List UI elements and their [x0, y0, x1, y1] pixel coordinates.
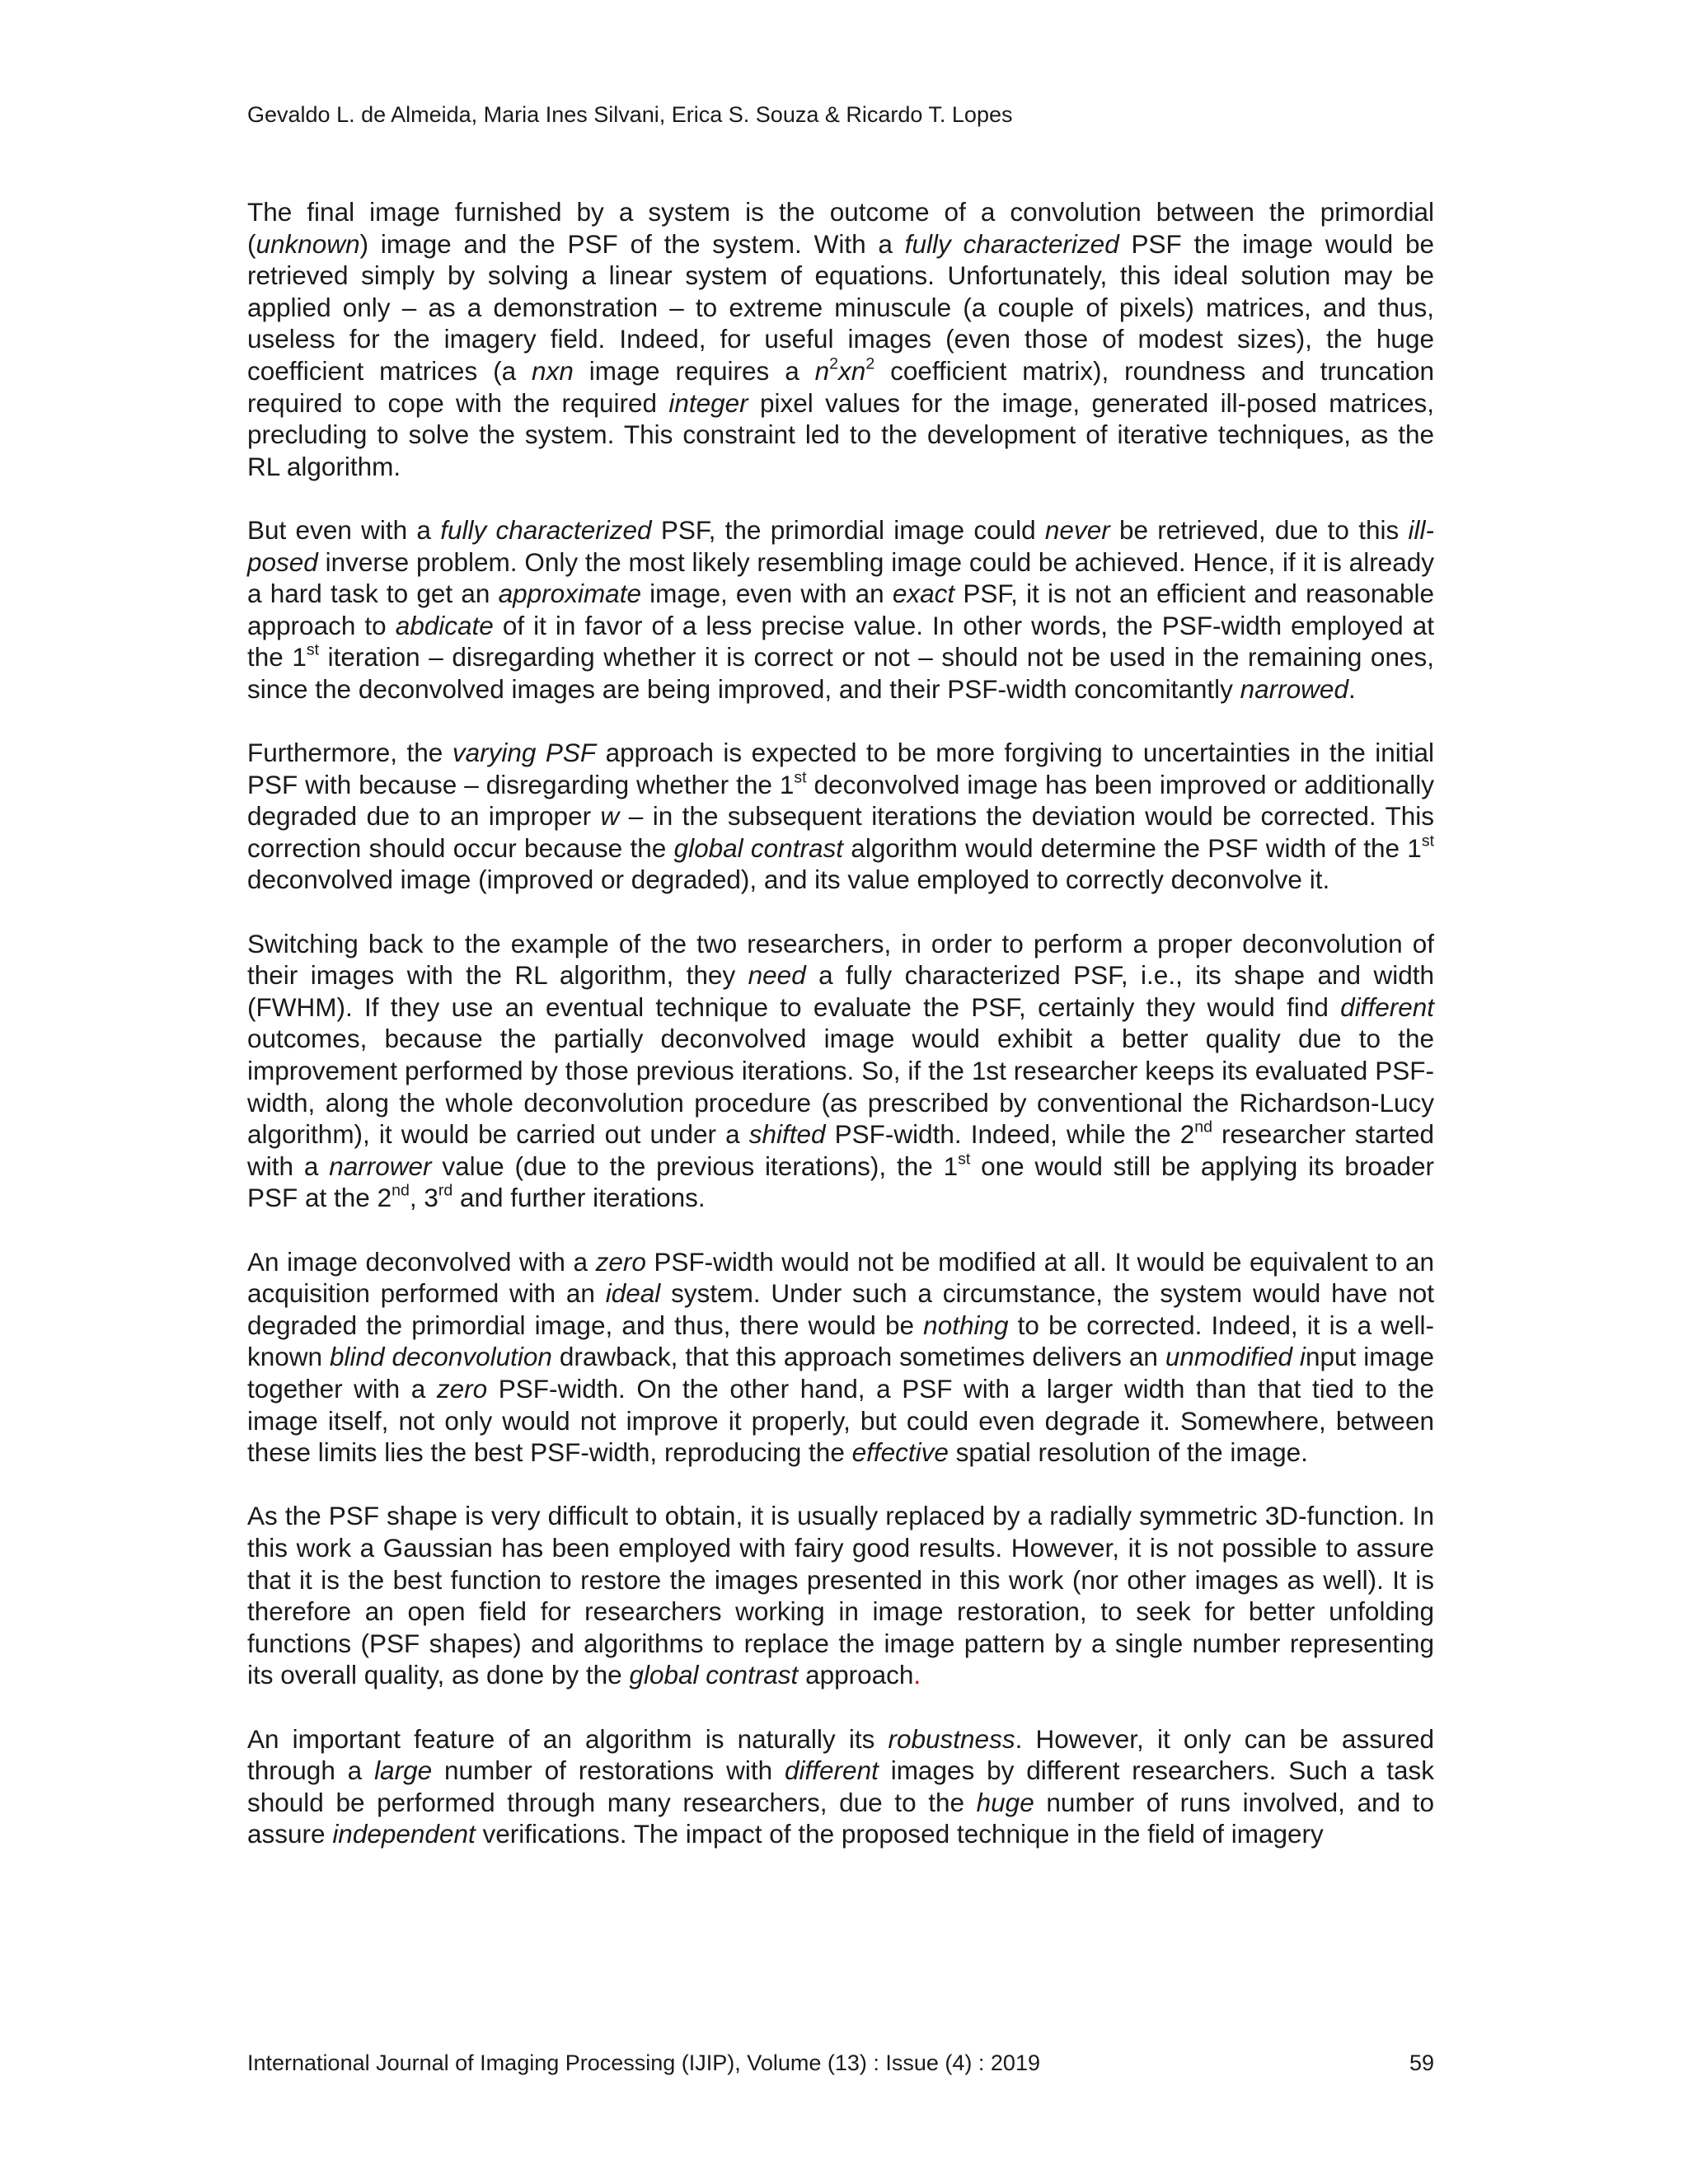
- paragraph-1: [247, 196, 1434, 482]
- text-run: deconvolved image (improved or degraded), and its value employed to correctly deconvolve it.: [247, 865, 1330, 895]
- body-text: [247, 196, 1434, 1882]
- superscript: nd: [392, 1181, 410, 1200]
- text-run: algorithm would determine the PSF width of the 1: [843, 832, 1422, 863]
- italic-run: narrower: [329, 1151, 432, 1181]
- italic-run: global contrast: [673, 832, 843, 863]
- italic-run: integer: [668, 387, 748, 418]
- text-run: a fully characterized PSF, i.e., its shape and width (FWHM). If they use an eventual technique to evaluate the PSF, certainly they would find: [247, 960, 1434, 1022]
- italic-run: shifted: [748, 1119, 826, 1150]
- text-run: researcher started with a: [247, 1119, 1434, 1181]
- superscript: st: [958, 1150, 971, 1169]
- superscript: 2: [829, 354, 839, 373]
- text-run: PSF-width. On the other hand, a PSF with a larger width than that tied to the image itself, not only would not improve it properly, but could even degrade it. Somewhere, between these limits lies the best PSF-width, reproducing the: [247, 1373, 1434, 1468]
- text-run: one would still be applying its broader PSF at the 2: [247, 1151, 1434, 1213]
- text-run: coefficient matrix), roundness and truncation required to cope with the required: [247, 355, 1434, 418]
- text-run: – in the subsequent iterations the deviation would be corrected. This correction should occur because the: [247, 801, 1435, 863]
- text-run: As the PSF shape is very difficult to obtain, it is usually replaced by a radially symmetric 3D-function. In this work a Gaussian has been employed with fairy good results. However, it is not possible to assure that it is the best function to restore the images presented in this work (nor other images as well). It is therefore an open field for researchers working in image restoration, to seek for better unfolding functions (PSF shapes) and algorithms to replace the image pattern by a single number representing its overall quality, as done by the: [247, 1501, 1434, 1690]
- text-run: But even with a: [247, 514, 441, 545]
- italic-run: varying PSF: [452, 738, 597, 768]
- text-run: deconvolved image has been improved or additionally degraded due to an improper: [247, 769, 1435, 832]
- superscript: nd: [1194, 1118, 1212, 1137]
- italic-run: exact: [892, 579, 955, 609]
- text-run: be retrieved, due to this: [1109, 514, 1409, 545]
- paragraph-7: [247, 1723, 1434, 1850]
- text-run: PSF-width would not be modified at all. It would be equivalent to an acquisition performed with an: [247, 1246, 1434, 1309]
- text-run: number of restorations with: [432, 1755, 785, 1786]
- italic-run: different: [1340, 991, 1434, 1022]
- text-run: to be corrected. Indeed, it is a well-known: [247, 1310, 1435, 1372]
- superscript: st: [794, 768, 807, 787]
- italic-run: fully characterized: [440, 514, 652, 545]
- italic-run: approximate: [498, 579, 641, 609]
- paragraph-4: [247, 928, 1434, 1214]
- text-run: outcomes, because the partially deconvolved image would exhibit a better quality due to the improvement performed by those previous iterations. So, if the 1st researcher keeps its evaluated PSF-width, along the whole deconvolution procedure (as prescribed by conventional the Richardson-Lucy algorithm), it would be carried out under a: [247, 1024, 1434, 1150]
- page-number: 59: [1409, 2050, 1434, 2075]
- italic-run: zero: [436, 1373, 488, 1404]
- italic-run: unknown: [256, 228, 360, 259]
- text-run: number of runs involved, and to assure: [247, 1787, 1434, 1849]
- italic-run: never: [1044, 514, 1110, 545]
- text-run: PSF-width. Indeed, while the 2: [825, 1119, 1195, 1150]
- text-run: verifications. The impact of the proposed technique in the field of imagery: [475, 1819, 1324, 1849]
- text-run: approach: [798, 1660, 914, 1690]
- text-run: system. Under such a circumstance, the system would have not degraded the primordial image, and thus, there would be: [247, 1278, 1435, 1340]
- running-header: Gevaldo L. de Almeida, Maria Ines Silvani, Erica S. Souza & Ricardo T. Lopes: [247, 102, 1013, 127]
- italic-run: effective: [851, 1437, 949, 1468]
- text-run: The final image furnished by a system is the outcome of a convolution between the primordial (: [247, 197, 1434, 259]
- italic-run: unmodified i: [1165, 1342, 1306, 1372]
- text-run: image requires a: [573, 355, 815, 386]
- paragraph-2: [247, 514, 1434, 705]
- page-footer: [247, 2047, 1434, 2079]
- text-run: An image deconvolved with a: [247, 1246, 596, 1277]
- italic-run: blind deconvolution: [330, 1342, 552, 1372]
- paragraph-5: [247, 1246, 1434, 1469]
- italic-run: n: [814, 355, 830, 386]
- text-run: . However, it only can be assured through a: [247, 1723, 1434, 1786]
- text-run: An important feature of an algorithm is naturally its: [247, 1723, 889, 1754]
- superscript: rd: [438, 1181, 453, 1200]
- text-run: and further iterations.: [452, 1183, 706, 1213]
- superscript: 2: [865, 354, 875, 373]
- text-run: spatial resolution of the image.: [948, 1437, 1308, 1468]
- italic-run: abdicate: [395, 610, 494, 640]
- text-run: ) image and the PSF of the system. With a: [359, 228, 905, 259]
- text-run: images by different researchers. Such a task should be performed through many researchers, due to the: [247, 1755, 1434, 1817]
- italic-run: nxn: [532, 355, 574, 386]
- italic-run: global contrast: [629, 1660, 799, 1690]
- text-run: of it in favor of a less precise value. In other words, the PSF-width employed at the 1: [247, 610, 1434, 673]
- text-run: drawback, that this approach sometimes delivers an: [551, 1342, 1165, 1372]
- text-run: nput image together with a: [247, 1342, 1434, 1404]
- superscript: st: [1421, 832, 1434, 851]
- paragraph-3: [247, 737, 1434, 896]
- italic-run: robustness: [888, 1723, 1015, 1754]
- superscript: st: [306, 640, 320, 659]
- italic-run: w: [600, 801, 620, 832]
- text-run: Furthermore, the: [247, 738, 452, 768]
- text-run: Switching back to the example of the two researchers, in order to perform a proper deconvolution of their images with the RL algorithm, they: [247, 928, 1434, 991]
- text-run: PSF, the primordial image could: [651, 514, 1045, 545]
- italic-run: xn: [838, 355, 866, 386]
- text-run: PSF, it is not an efficient and reasonable approach to: [247, 579, 1434, 640]
- text-run: PSF the image would be retrieved simply by solving a linear system of equations. Unfortunately, this ideal solution may be applied only – as a demonstration – to extreme minuscule (a couple of pixels) matrices, and thus, useless for the imagery field. Indeed, for useful images (even those of modest sizes), the huge coefficient matrices (a: [247, 228, 1435, 386]
- italic-run: nothing: [923, 1310, 1009, 1340]
- italic-run: ideal: [605, 1278, 661, 1309]
- text-run: inverse problem. Only the most likely resembling image could be achieved. Hence, if it is already a hard task to get an: [247, 546, 1434, 609]
- italic-run: large: [374, 1755, 433, 1786]
- journal-citation: International Journal of Imaging Processing (IJIP), Volume (13) : Issue (4) : 2019: [247, 2050, 1040, 2075]
- text-run: pixel values for the image, generated ill-posed matrices, precluding to solve the system. This constraint led to the development of iterative techniques, as the RL algorithm.: [247, 387, 1434, 481]
- italic-run: narrowed: [1240, 673, 1348, 704]
- text-run: .: [913, 1660, 921, 1690]
- italic-run: need: [748, 960, 806, 991]
- text-run: , 3: [409, 1183, 438, 1213]
- text-run: value (due to the previous iterations), the 1: [431, 1151, 959, 1181]
- italic-run: zero: [595, 1246, 646, 1277]
- paragraph-6: [247, 1500, 1434, 1691]
- italic-run: huge: [976, 1787, 1034, 1817]
- text-run: image, even with an: [640, 579, 893, 609]
- text-run: iteration – disregarding whether it is correct or not – should not be used in the remaining ones, since the deconvolved images are being improved, and their PSF-width concomitantly: [247, 642, 1434, 704]
- text-run: approach is expected to be more forgiving to uncertainties in the initial PSF with because – disregarding whether the 1: [247, 738, 1434, 799]
- italic-run: different: [785, 1755, 879, 1786]
- text-run: .: [1348, 673, 1356, 704]
- italic-run: fully characterized: [904, 228, 1119, 259]
- italic-run: ill-posed: [247, 514, 1434, 577]
- italic-run: independent: [332, 1819, 476, 1849]
